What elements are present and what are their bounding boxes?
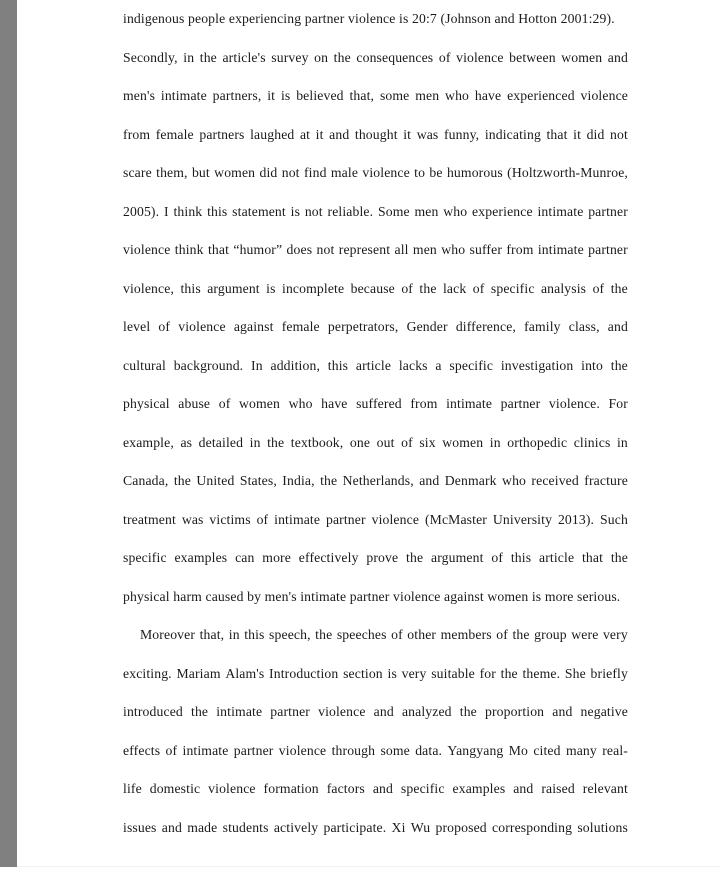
word: violence [178, 319, 226, 334]
word: at [299, 126, 311, 142]
word: and [373, 704, 394, 719]
word: partner [500, 396, 541, 411]
word: other [407, 627, 437, 642]
word: is [290, 203, 301, 219]
word: issues [123, 819, 157, 835]
word: who [441, 242, 466, 257]
word: Mariam [176, 665, 221, 681]
word: domestic [149, 781, 201, 796]
word: it [315, 126, 324, 142]
word: statement [232, 203, 286, 219]
word: the [459, 704, 477, 719]
word: of [491, 550, 504, 565]
word: the [315, 627, 333, 642]
word: out [376, 434, 395, 450]
word: violence [362, 165, 410, 180]
word: In [251, 357, 263, 373]
word: the [500, 665, 518, 681]
word: intimate [160, 88, 207, 103]
word: relevant [582, 781, 628, 796]
word: intimate [182, 742, 229, 758]
word: She [564, 665, 586, 681]
word: of [401, 434, 413, 450]
word: men [414, 203, 439, 219]
word: the [333, 49, 351, 65]
word: proportion [485, 704, 545, 719]
word: humorous [446, 165, 503, 180]
word: men [412, 242, 437, 257]
word: members [440, 627, 492, 642]
word: a [435, 357, 442, 373]
word: think [174, 242, 204, 257]
word: very [401, 665, 427, 681]
word: Canada, [123, 473, 169, 488]
paragraph [123, 0, 628, 616]
word: incomplete [282, 280, 345, 296]
word: does [286, 242, 313, 257]
word: received [531, 473, 579, 488]
word: formation [263, 781, 319, 796]
word: thought [354, 126, 398, 142]
word: introduced [123, 704, 183, 719]
word: the [610, 280, 628, 296]
word: not [304, 203, 323, 219]
text-line [123, 39, 628, 78]
word: female [281, 319, 320, 334]
word: speeches [336, 627, 387, 642]
word: is [387, 665, 397, 681]
text-line [123, 77, 628, 116]
text-line [123, 732, 628, 771]
word: women [214, 165, 256, 180]
word: of [496, 627, 508, 642]
word: the [610, 550, 628, 565]
word: solutions [577, 819, 628, 835]
word: analysis [540, 280, 587, 296]
word: theme. [522, 665, 561, 681]
word: of [165, 742, 178, 758]
word: them, [156, 165, 188, 180]
text-line [123, 693, 628, 732]
word: experience [472, 203, 533, 219]
word: negative [580, 704, 628, 719]
word: Netherlands, [342, 473, 414, 488]
word: Yangyang [447, 742, 504, 758]
word: real- [602, 742, 628, 758]
word: suffer [469, 242, 503, 257]
word: prove [366, 550, 399, 565]
word: the [320, 473, 338, 488]
word: this [180, 280, 201, 296]
word: violence [371, 511, 420, 527]
word: participate. [323, 819, 387, 835]
word: violence, [123, 280, 175, 296]
word: it [573, 126, 582, 142]
word: intimate [537, 242, 584, 257]
word: difference, [455, 319, 516, 334]
word: violence [208, 781, 256, 796]
word: in [249, 434, 261, 450]
word: female [155, 126, 194, 142]
word: section [343, 665, 383, 681]
word: example, [123, 434, 174, 450]
word: to [414, 165, 426, 180]
word: and [372, 781, 393, 796]
word: India, [282, 473, 315, 488]
word: this [510, 550, 532, 565]
word: level [123, 319, 151, 334]
text-line [123, 385, 628, 424]
word: and [419, 473, 440, 488]
word: and [607, 49, 628, 65]
word: Some [378, 203, 410, 219]
word: suffered [356, 396, 402, 411]
word: abuse [178, 396, 211, 411]
word: some [380, 742, 410, 758]
word: raised [541, 781, 575, 796]
word: this [327, 357, 349, 373]
word: for [479, 665, 496, 681]
word: background. [173, 357, 244, 373]
word: represent [338, 242, 391, 257]
word: specific [449, 357, 494, 373]
word: have [474, 88, 502, 103]
text-line [123, 462, 628, 501]
word: violence [318, 704, 366, 719]
text-line: indigenous people experiencing partner violence is 20:7 (Johnson and Hotton 2001:29). [123, 11, 615, 26]
word: who [502, 473, 527, 488]
word: the [512, 627, 530, 642]
word: specific [490, 280, 535, 296]
word: lack [442, 280, 467, 296]
word: many [565, 742, 597, 758]
word: women [239, 396, 280, 411]
word: is [280, 88, 291, 103]
word: be [429, 165, 443, 180]
word: survey [271, 49, 309, 65]
word: perpetrators, [327, 319, 399, 334]
word: and [329, 126, 350, 142]
word: consequences [356, 49, 434, 65]
word: investigation [500, 357, 574, 373]
word: students [222, 819, 269, 835]
page-gutter-band[interactable] [0, 0, 17, 867]
word: of [438, 49, 451, 65]
word: violence [123, 242, 171, 257]
word: of [592, 280, 605, 296]
word: not [316, 242, 335, 257]
word: one [349, 434, 371, 450]
word: textbook, [290, 434, 344, 450]
text-line [123, 231, 628, 270]
word: that [581, 550, 604, 565]
word: analyzed [401, 704, 452, 719]
text-line [123, 809, 628, 848]
word: the [191, 704, 209, 719]
word: I [163, 203, 169, 219]
word: this [207, 203, 228, 219]
word: corresponding [492, 819, 573, 835]
word: who [288, 396, 313, 411]
word: victims [209, 511, 251, 527]
word: it [267, 88, 276, 103]
word: scare [123, 165, 152, 180]
word: intimate [537, 203, 584, 219]
word: did [259, 165, 278, 180]
word: from [506, 242, 534, 257]
word: that, [199, 627, 225, 642]
word: cited [533, 742, 561, 758]
word: and [513, 781, 534, 796]
word: intimate [446, 396, 493, 411]
word: the [199, 49, 217, 65]
word: 2005). [123, 203, 160, 219]
word: “humor” [233, 242, 283, 257]
word: funny, [443, 126, 480, 142]
text-line [123, 501, 628, 540]
word: (McMaster [424, 511, 487, 527]
word: very [602, 627, 628, 642]
word: have [321, 396, 348, 411]
word: some [379, 88, 410, 103]
word: was [181, 511, 204, 527]
word: of [401, 280, 413, 296]
word: For [608, 396, 628, 411]
word: who [443, 203, 468, 219]
word: that, [349, 88, 375, 103]
word: partner [233, 742, 274, 758]
word: physical [123, 396, 170, 411]
word: violence [456, 49, 504, 65]
word: as [180, 434, 193, 450]
word: not [281, 165, 300, 180]
word: partner [325, 511, 366, 527]
word: six [419, 434, 436, 450]
word: in [616, 434, 628, 450]
word: lacks [398, 357, 428, 373]
word: proposed [435, 819, 487, 835]
word: factors [326, 781, 365, 796]
word: University [492, 511, 553, 527]
word: from [410, 396, 438, 411]
word: Such [600, 511, 628, 527]
word: of [158, 319, 171, 334]
word: suitable [431, 665, 475, 681]
word: Denmark [444, 473, 497, 488]
document-page [17, 0, 720, 867]
word: experienced [507, 88, 575, 103]
word: women [442, 434, 484, 450]
word: data. [415, 742, 443, 758]
word: partner [270, 704, 310, 719]
word: is [266, 280, 276, 296]
word: women [561, 49, 603, 65]
word: that [207, 242, 230, 257]
text-line [123, 154, 628, 193]
word: in [489, 434, 501, 450]
word: addition, [270, 357, 320, 373]
word: against [233, 319, 274, 334]
word: violence [278, 742, 327, 758]
text-line [123, 424, 628, 463]
word: argument [207, 280, 260, 296]
word: exciting. [123, 665, 172, 681]
word: and [552, 704, 573, 719]
word: of [218, 396, 231, 411]
word: made [187, 819, 218, 835]
word: (Holtzworth-Munroe, [507, 165, 628, 180]
word: Introduction [269, 665, 339, 681]
word: family [524, 319, 561, 334]
text-line: physical harm caused by men's intimate partner violence against women is more serious. [123, 588, 621, 604]
word: effects [123, 742, 161, 758]
word: 2013). [557, 511, 595, 527]
word: United [196, 473, 235, 488]
word: argument [431, 550, 484, 565]
word: men [415, 88, 440, 103]
word: not [610, 126, 628, 142]
word: and [161, 819, 182, 835]
word: fracture [584, 473, 628, 488]
word: the [267, 434, 285, 450]
word: male [330, 165, 359, 180]
word: cultural [123, 357, 166, 373]
word: specific [123, 550, 167, 565]
word: laughed [250, 126, 295, 142]
text-line [123, 347, 628, 386]
word: effectively [298, 550, 359, 565]
word: examples [452, 781, 506, 796]
word: that [546, 126, 568, 142]
word: partner [588, 242, 628, 257]
word: intimate [216, 704, 263, 719]
word: because [350, 280, 395, 296]
word: partners, [212, 88, 262, 103]
word: of [391, 627, 403, 642]
word: the [173, 473, 191, 488]
word: article [355, 357, 392, 373]
text-line [123, 539, 628, 578]
word: Wu [410, 819, 431, 835]
word: detailed [198, 434, 244, 450]
word: more [262, 550, 291, 565]
text-line [140, 616, 628, 655]
paragraph [123, 616, 628, 847]
word: the [610, 357, 628, 373]
word: believed [296, 88, 344, 103]
word: the [406, 550, 424, 565]
word: States, [239, 473, 277, 488]
word: in [228, 627, 240, 642]
word: briefly [590, 665, 628, 681]
word: life [123, 781, 142, 796]
word: on [314, 49, 329, 65]
text-line [123, 270, 628, 309]
word: this [244, 627, 265, 642]
word: clinics [573, 434, 611, 450]
word: the [419, 280, 437, 296]
word: class, [568, 319, 600, 334]
text-line [123, 116, 628, 155]
word: through [331, 742, 376, 758]
word: treatment [123, 511, 176, 527]
word: find [303, 165, 327, 180]
word: and [607, 319, 628, 334]
text-line [123, 308, 628, 347]
word: men's [123, 88, 156, 103]
word: partner [588, 203, 628, 219]
word: indicating [484, 126, 541, 142]
page-text-body [123, 0, 628, 847]
word: Gender [406, 319, 448, 334]
word: Alam's [225, 665, 265, 681]
word: of [472, 280, 485, 296]
word: reliable. [327, 203, 374, 219]
word: can [235, 550, 255, 565]
word: examples [174, 550, 228, 565]
word: but [191, 165, 210, 180]
word: speech, [269, 627, 311, 642]
word: it [403, 126, 412, 142]
word: did [586, 126, 605, 142]
word: was [416, 126, 439, 142]
word: Moreover [140, 627, 196, 642]
word: of [256, 511, 269, 527]
word: into [581, 357, 603, 373]
word: were [571, 627, 599, 642]
word: Mo [508, 742, 529, 758]
word: actively [273, 819, 319, 835]
word: violence [580, 88, 628, 103]
word: group [534, 627, 567, 642]
word: who [445, 88, 470, 103]
text-line [123, 655, 628, 694]
word: article's [222, 49, 266, 65]
word: article [539, 550, 575, 565]
text-line [123, 770, 628, 809]
word: all [394, 242, 409, 257]
word: specific [400, 781, 445, 796]
word: intimate [274, 511, 321, 527]
word: in [183, 49, 195, 65]
word: from [123, 126, 151, 142]
word: violence. [548, 396, 600, 411]
word: think [173, 203, 203, 219]
text-line [123, 193, 628, 232]
page-bottom-edge [17, 866, 720, 867]
word: Secondly, [123, 49, 178, 65]
word: partners [199, 126, 245, 142]
word: between [509, 49, 556, 65]
word: Xi [391, 819, 406, 835]
word: orthopedic [507, 434, 568, 450]
